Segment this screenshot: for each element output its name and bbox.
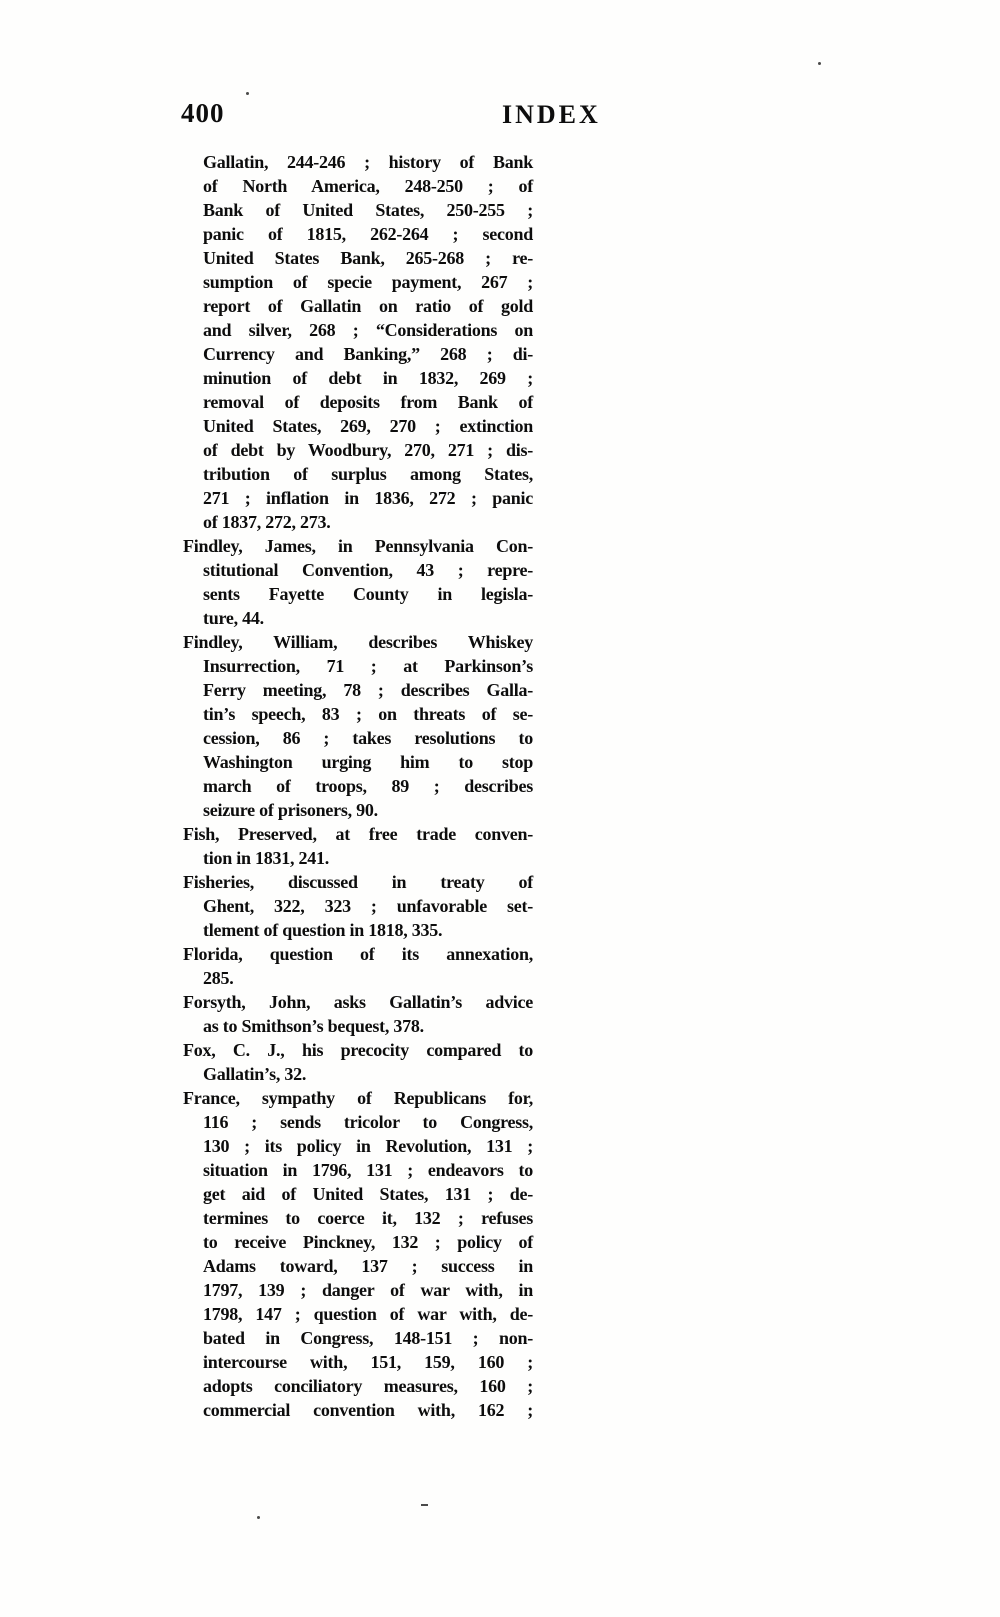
index-entry — [183, 990, 533, 1038]
index-line: stitutional Convention, 43 ; repre- — [203, 560, 533, 580]
index-line: termines to coerce it, 132 ; refuses — [203, 1208, 533, 1228]
index-entry — [183, 534, 533, 630]
index-line: march of troops, 89 ; describes — [203, 776, 533, 796]
index-line: Findley, William, describes Whiskey — [183, 632, 533, 652]
index-line: Washington urging him to stop — [203, 752, 533, 772]
index-line: Fish, Preserved, at free trade conven- — [183, 824, 533, 844]
index-line: of 1837, 272, 273. — [203, 512, 331, 532]
index-line: 285. — [203, 968, 234, 988]
index-line: removal of deposits from Bank of — [203, 392, 533, 412]
index-line: tribution of surplus among States, — [203, 464, 533, 484]
index-line: 1798, 147 ; question of war with, de- — [203, 1304, 533, 1324]
index-line: as to Smithson’s bequest, 378. — [203, 1016, 424, 1036]
index-line: commercial convention with, 162 ; — [203, 1400, 533, 1420]
index-line: France, sympathy of Republicans for, — [183, 1088, 533, 1108]
index-line: Fisheries, discussed in treaty of — [183, 872, 533, 892]
index-entry — [183, 630, 533, 822]
index-line: tion in 1831, 241. — [203, 848, 330, 868]
index-line: panic of 1815, 262-264 ; second — [203, 224, 533, 244]
page-title: INDEX — [502, 100, 601, 129]
index-entry — [183, 942, 533, 990]
scan-speck — [421, 1504, 428, 1506]
index-line: bated in Congress, 148-151 ; non- — [203, 1328, 533, 1348]
index-entry — [183, 822, 533, 870]
index-line: ture, 44. — [203, 608, 264, 628]
index-line: minution of debt in 1832, 269 ; — [203, 368, 533, 388]
index-line: report of Gallatin on ratio of gold — [203, 296, 533, 316]
index-line: Gallatin’s, 32. — [203, 1064, 307, 1084]
scan-speck — [246, 92, 249, 95]
index-entry — [183, 1086, 533, 1422]
index-line: Fox, C. J., his precocity compared to — [183, 1040, 533, 1060]
index-line: 1797, 139 ; danger of war with, in — [203, 1280, 533, 1300]
index-line: Florida, question of its annexation, — [183, 944, 533, 964]
index-line: Insurrection, 71 ; at Parkinson’s — [203, 656, 533, 676]
index-line: Adams toward, 137 ; success in — [203, 1256, 533, 1276]
index-line: tin’s speech, 83 ; on threats of se- — [203, 704, 533, 724]
index-line: to receive Pinckney, 132 ; policy of — [203, 1232, 533, 1252]
index-line: of North America, 248-250 ; of — [203, 176, 533, 196]
index-line: cession, 86 ; takes resolutions to — [203, 728, 533, 748]
index-line: of debt by Woodbury, 270, 271 ; dis- — [203, 440, 533, 460]
index-line: get aid of United States, 131 ; de- — [203, 1184, 533, 1204]
index-line: seizure of prisoners, 90. — [203, 800, 378, 820]
index-line: adopts conciliatory measures, 160 ; — [203, 1376, 533, 1396]
index-line: sumption of specie payment, 267 ; — [203, 272, 533, 292]
index-line: United States Bank, 265-268 ; re- — [203, 248, 533, 268]
index-line: Bank of United States, 250-255 ; — [203, 200, 533, 220]
index-line: Gallatin, 244-246 ; history of Bank — [203, 152, 533, 172]
scan-speck — [257, 1516, 260, 1519]
index-entry — [183, 150, 533, 534]
index-line: 116 ; sends tricolor to Congress, — [203, 1112, 533, 1132]
index-line: sents Fayette County in legisla- — [203, 584, 533, 604]
index-line: situation in 1796, 131 ; endeavors to — [203, 1160, 533, 1180]
scan-speck — [818, 62, 821, 65]
index-line: Currency and Banking,” 268 ; di- — [203, 344, 533, 364]
index-entry — [183, 1038, 533, 1086]
index-entries — [183, 150, 533, 1422]
page-number: 400 — [181, 98, 225, 128]
index-line: Ferry meeting, 78 ; describes Galla- — [203, 680, 533, 700]
index-line: tlement of question in 1818, 335. — [203, 920, 443, 940]
index-entry — [183, 870, 533, 942]
index-line: Ghent, 322, 323 ; unfavorable set- — [203, 896, 533, 916]
index-line: United States, 269, 270 ; extinction — [203, 416, 533, 436]
index-line: intercourse with, 151, 159, 160 ; — [203, 1352, 533, 1372]
index-line: 130 ; its policy in Revolution, 131 ; — [203, 1136, 533, 1156]
index-line: and silver, 268 ; “Considerations on — [203, 320, 533, 340]
index-line: Forsyth, John, asks Gallatin’s advice — [183, 992, 533, 1012]
index-line: 271 ; inflation in 1836, 272 ; panic — [203, 488, 533, 508]
index-line: Findley, James, in Pennsylvania Con- — [183, 536, 533, 556]
